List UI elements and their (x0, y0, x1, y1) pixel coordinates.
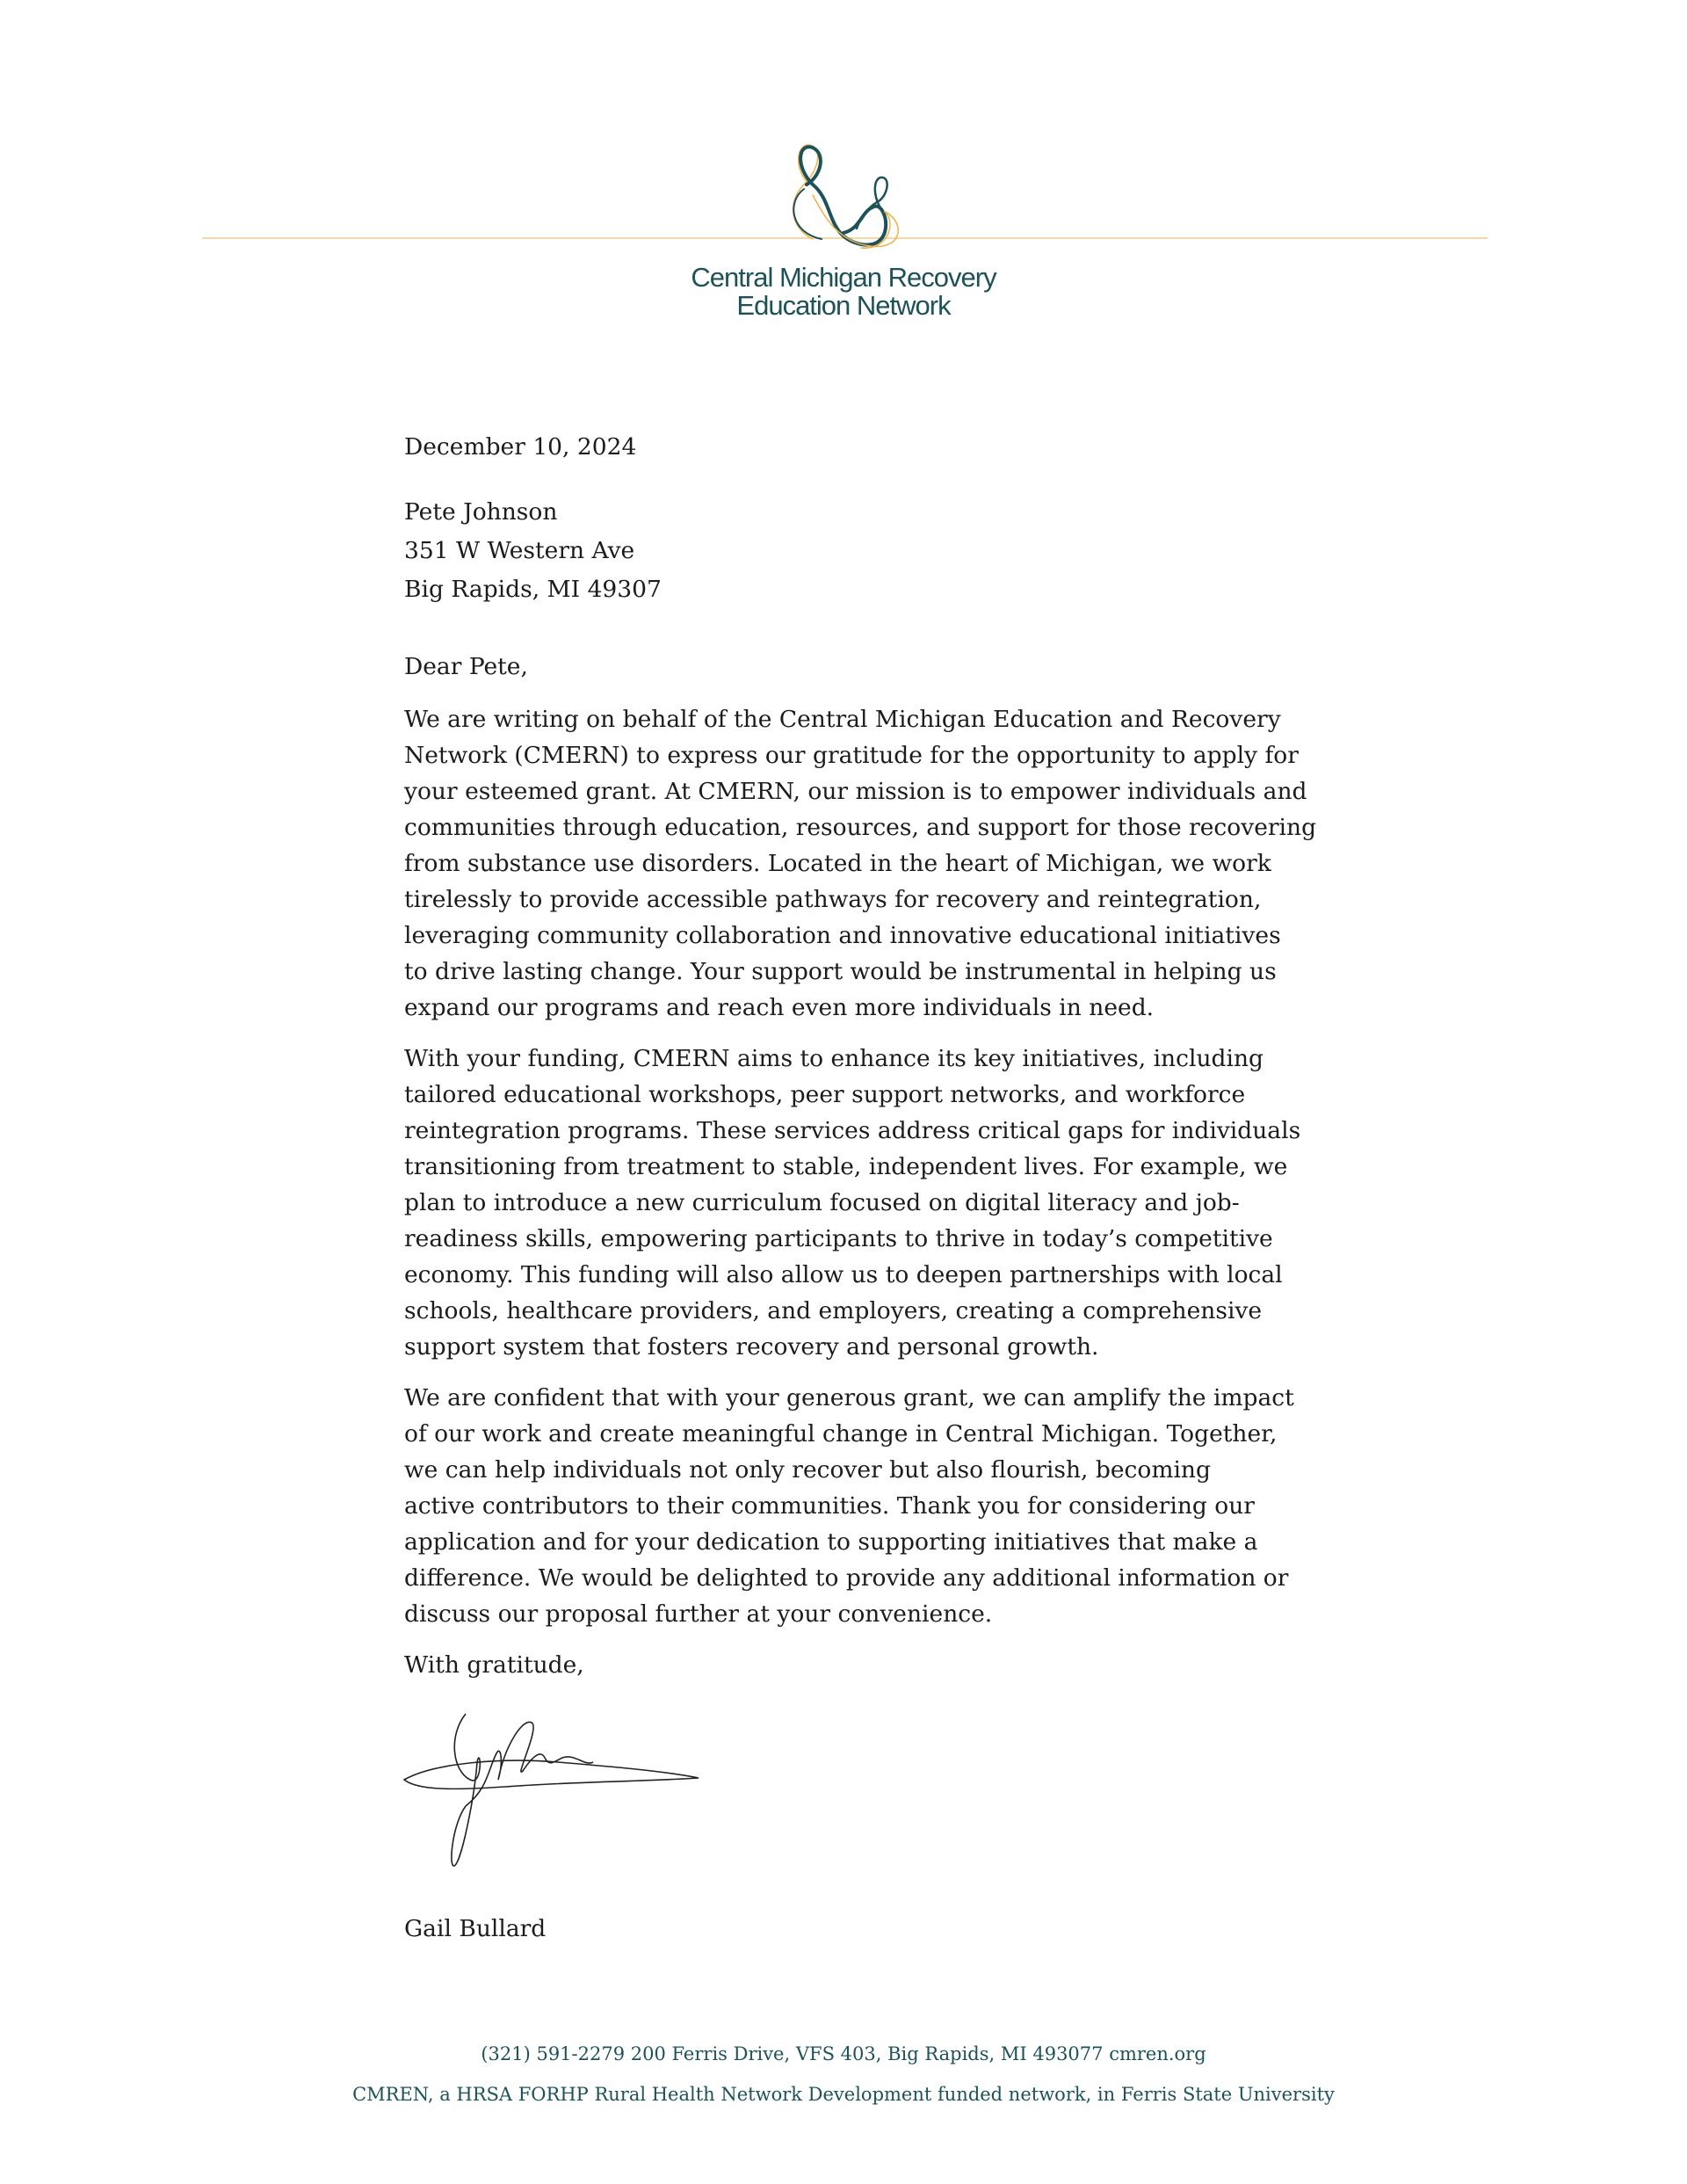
paragraph-line: active contributors to their communities. Thank you for considering our (404, 1492, 1255, 1520)
paragraph-line: your esteemed grant. At CMERN, our mission is to empower individuals and (404, 778, 1307, 805)
letter-date: December 10, 2024 (404, 433, 637, 461)
paragraph-line: plan to introduce a new curriculum focused on digital literacy and job- (404, 1189, 1240, 1216)
paragraph-line: from substance use disorders. Located in the heart of Michigan, we work (404, 850, 1271, 877)
paragraph-line: expand our programs and reach even more individuals in need. (404, 994, 1155, 1021)
paragraph-line: discuss our proposal further at your convenience. (404, 1600, 993, 1628)
paragraph-line: tirelessly to provide accessible pathways for recovery and reintegration, (404, 886, 1262, 913)
paragraph-line: readiness skills, empowering participants to thrive in today’s competitive (404, 1225, 1273, 1252)
paragraph-line: leveraging community collaboration and innovative educational initiatives (404, 922, 1281, 949)
recipient-city: Big Rapids, MI 49307 (404, 576, 662, 603)
paragraph-3 (404, 1380, 1294, 1632)
footer-contact: (321) 591-2279 200 Ferris Drive, VFS 403, Big Rapids, MI 493077 cmren.org (481, 2043, 1206, 2064)
footer-note: CMREN, a HRSA FORHP Rural Health Network Development funded network, in Ferris State University (352, 2084, 1335, 2105)
paragraph-line: schools, healthcare providers, and employers, creating a comprehensive (404, 1297, 1263, 1324)
signature-icon (400, 1709, 716, 1872)
paragraph-line: economy. This funding will also allow us to deepen partnerships with local (404, 1261, 1283, 1288)
paragraph-line: to drive lasting change. Your support would be instrumental in helping us (404, 958, 1277, 985)
paragraph-1 (404, 701, 1316, 1026)
paragraph-line: We are writing on behalf of the Central Michigan Education and Recovery (404, 706, 1281, 733)
paragraph-line: of our work and create meaningful change in Central Michigan. Together, (404, 1420, 1278, 1448)
paragraph-line: difference. We would be delighted to provide any additional information or (404, 1564, 1289, 1592)
recipient-street: 351 W Western Ave (404, 537, 635, 564)
organization-logo-icon (773, 141, 914, 259)
paragraph-line: application and for your dedication to supporting initiatives that make a (404, 1528, 1258, 1556)
signer-name: Gail Bullard (404, 1915, 547, 1942)
paragraph-line: Network (CMERN) to express our gratitude for the opportunity to apply for (404, 742, 1299, 769)
paragraph-line: With your funding, CMERN aims to enhance its key initiatives, including (404, 1045, 1263, 1072)
org-name-line-2: Education Network (736, 290, 951, 321)
paragraph-line: tailored educational workshops, peer support networks, and workforce (404, 1081, 1246, 1108)
org-name-line-1: Central Michigan Recovery (691, 262, 996, 293)
paragraph-line: communities through education, resources, and support for those recovering (404, 814, 1317, 841)
paragraph-line: we can help individuals not only recover but also flourish, becoming (404, 1456, 1211, 1484)
paragraph-line: We are confident that with your generous grant, we can amplify the impact (404, 1384, 1294, 1411)
salutation: Dear Pete, (404, 653, 528, 680)
paragraph-line: transitioning from treatment to stable, independent lives. For example, we (404, 1153, 1288, 1180)
paragraph-line: support system that fosters recovery and personal growth. (404, 1333, 1099, 1360)
paragraph-2 (404, 1041, 1300, 1365)
recipient-name: Pete Johnson (404, 498, 558, 526)
closing: With gratitude, (404, 1651, 584, 1679)
paragraph-line: reintegration programs. These services address critical gaps for individuals (404, 1117, 1301, 1144)
